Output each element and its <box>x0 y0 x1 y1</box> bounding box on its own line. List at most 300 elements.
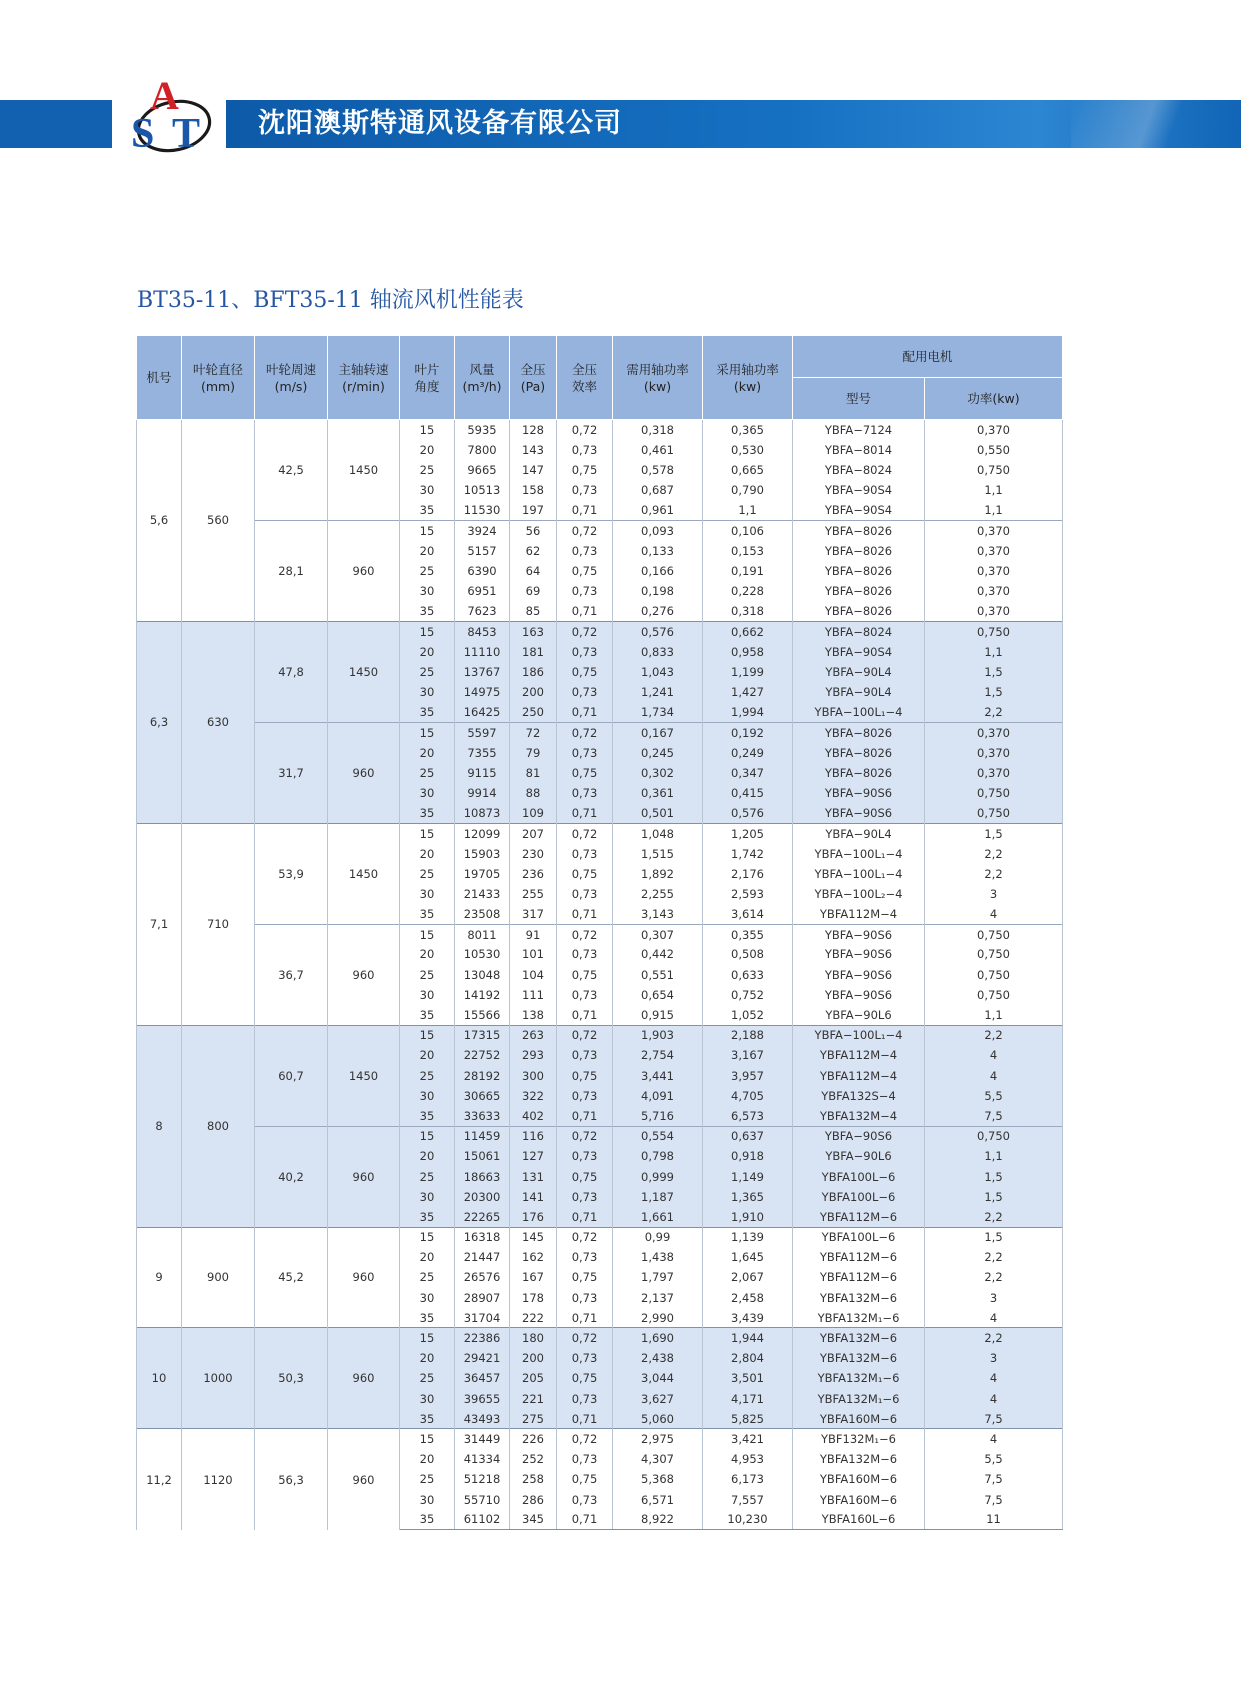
cell-total-pressure: 286 <box>510 1489 557 1509</box>
cell-motor-power: 4 <box>925 1045 1063 1065</box>
cell-total-pressure: 147 <box>510 460 557 480</box>
cell-efficiency: 0,75 <box>557 1066 613 1086</box>
cell-fan-no: 8 <box>137 1025 182 1227</box>
cell-motor-model: YBFA−90L6 <box>793 1146 925 1166</box>
cell-motor-power: 11 <box>925 1510 1063 1530</box>
cell-blade-angle: 20 <box>400 743 455 763</box>
cell-total-pressure: 127 <box>510 1146 557 1166</box>
cell-efficiency: 0,73 <box>557 743 613 763</box>
cell-efficiency: 0,71 <box>557 1308 613 1328</box>
cell-total-pressure: 62 <box>510 541 557 561</box>
cell-motor-power: 5,5 <box>925 1086 1063 1106</box>
cell-total-pressure: 64 <box>510 561 557 581</box>
table-row <box>137 420 1063 440</box>
cell-adopted-power: 3,421 <box>703 1429 793 1449</box>
cell-adopted-power: 3,167 <box>703 1045 793 1065</box>
header-motor-model: 型号 <box>793 378 925 420</box>
cell-motor-power: 4 <box>925 904 1063 924</box>
cell-blade-angle: 35 <box>400 1106 455 1126</box>
cell-required-power: 2,754 <box>613 1045 703 1065</box>
cell-blade-angle: 25 <box>400 561 455 581</box>
cell-airflow: 12099 <box>455 823 510 843</box>
cell-blade-angle: 25 <box>400 965 455 985</box>
cell-airflow: 29421 <box>455 1348 510 1368</box>
table-row <box>137 1429 1063 1449</box>
cell-total-pressure: 104 <box>510 965 557 985</box>
cell-airflow: 5157 <box>455 541 510 561</box>
cell-impeller-diameter: 900 <box>182 1227 255 1328</box>
cell-blade-angle: 35 <box>400 1409 455 1429</box>
cell-efficiency: 0,71 <box>557 803 613 823</box>
cell-motor-model: YBFA132S−4 <box>793 1086 925 1106</box>
cell-efficiency: 0,71 <box>557 601 613 621</box>
cell-adopted-power: 0,665 <box>703 460 793 480</box>
cell-motor-power: 0,750 <box>925 803 1063 823</box>
cell-required-power: 0,442 <box>613 944 703 964</box>
table-row <box>137 722 1063 742</box>
cell-tip-speed: 45,2 <box>255 1227 328 1328</box>
header-motor-power: 功率(kw) <box>925 378 1063 420</box>
cell-required-power: 0,501 <box>613 803 703 823</box>
cell-adopted-power: 2,176 <box>703 864 793 884</box>
cell-motor-power: 3 <box>925 1288 1063 1308</box>
cell-motor-model: YBFA132M₁−6 <box>793 1389 925 1409</box>
cell-efficiency: 0,75 <box>557 864 613 884</box>
cell-total-pressure: 250 <box>510 702 557 722</box>
cell-airflow: 55710 <box>455 1489 510 1509</box>
cell-required-power: 1,892 <box>613 864 703 884</box>
cell-total-pressure: 322 <box>510 1086 557 1106</box>
cell-efficiency: 0,73 <box>557 1389 613 1409</box>
cell-adopted-power: 0,415 <box>703 783 793 803</box>
cell-motor-model: YBFA−90S6 <box>793 985 925 1005</box>
cell-required-power: 0,307 <box>613 924 703 944</box>
cell-total-pressure: 222 <box>510 1308 557 1328</box>
cell-airflow: 22752 <box>455 1045 510 1065</box>
cell-blade-angle: 15 <box>400 1025 455 1045</box>
cell-airflow: 41334 <box>455 1449 510 1469</box>
cell-required-power: 5,716 <box>613 1106 703 1126</box>
cell-required-power: 0,361 <box>613 783 703 803</box>
cell-motor-model: YBFA160M−6 <box>793 1409 925 1429</box>
cell-airflow: 10513 <box>455 480 510 500</box>
cell-blade-angle: 20 <box>400 1146 455 1166</box>
cell-motor-model: YBFA−90S6 <box>793 1126 925 1146</box>
cell-airflow: 15566 <box>455 1005 510 1025</box>
cell-total-pressure: 230 <box>510 843 557 863</box>
cell-adopted-power: 0,249 <box>703 743 793 763</box>
cell-adopted-power: 0,228 <box>703 581 793 601</box>
table-row <box>137 1126 1063 1146</box>
cell-airflow: 14975 <box>455 682 510 702</box>
cell-total-pressure: 111 <box>510 985 557 1005</box>
cell-airflow: 21447 <box>455 1247 510 1267</box>
cell-adopted-power: 1,139 <box>703 1227 793 1247</box>
cell-required-power: 1,043 <box>613 662 703 682</box>
cell-total-pressure: 145 <box>510 1227 557 1247</box>
cell-required-power: 0,093 <box>613 520 703 540</box>
cell-tip-speed: 50,3 <box>255 1328 328 1429</box>
cell-airflow: 31449 <box>455 1429 510 1449</box>
cell-total-pressure: 79 <box>510 743 557 763</box>
cell-required-power: 0,999 <box>613 1166 703 1186</box>
cell-blade-angle: 35 <box>400 803 455 823</box>
cell-airflow: 3924 <box>455 520 510 540</box>
cell-airflow: 6951 <box>455 581 510 601</box>
cell-motor-model: YBFA112M−4 <box>793 1066 925 1086</box>
header-efficiency: 全压 效率 <box>557 336 613 420</box>
cell-efficiency: 0,72 <box>557 823 613 843</box>
cell-blade-angle: 20 <box>400 642 455 662</box>
cell-total-pressure: 345 <box>510 1510 557 1530</box>
cell-tip-speed: 28,1 <box>255 520 328 621</box>
cell-motor-power: 1,5 <box>925 823 1063 843</box>
cell-shaft-speed: 960 <box>328 1126 400 1227</box>
cell-efficiency: 0,71 <box>557 702 613 722</box>
cell-efficiency: 0,71 <box>557 1409 613 1429</box>
cell-airflow: 6390 <box>455 561 510 581</box>
cell-tip-speed: 60,7 <box>255 1025 328 1126</box>
cell-required-power: 3,627 <box>613 1389 703 1409</box>
cell-airflow: 18663 <box>455 1166 510 1186</box>
cell-airflow: 11110 <box>455 642 510 662</box>
cell-required-power: 6,571 <box>613 1489 703 1509</box>
cell-blade-angle: 15 <box>400 924 455 944</box>
header-required-power: 需用轴功率 (kw) <box>613 336 703 420</box>
cell-blade-angle: 35 <box>400 1005 455 1025</box>
cell-adopted-power: 0,347 <box>703 763 793 783</box>
cell-blade-angle: 30 <box>400 1187 455 1207</box>
cell-motor-model: YBFA112M−6 <box>793 1247 925 1267</box>
cell-motor-model: YBFA112M−6 <box>793 1207 925 1227</box>
cell-airflow: 13048 <box>455 965 510 985</box>
cell-adopted-power: 0,508 <box>703 944 793 964</box>
cell-airflow: 10530 <box>455 944 510 964</box>
cell-motor-power: 7,5 <box>925 1106 1063 1126</box>
cell-total-pressure: 81 <box>510 763 557 783</box>
cell-required-power: 0,798 <box>613 1146 703 1166</box>
cell-adopted-power: 0,355 <box>703 924 793 944</box>
cell-total-pressure: 317 <box>510 904 557 924</box>
cell-total-pressure: 252 <box>510 1449 557 1469</box>
cell-motor-power: 0,370 <box>925 420 1063 440</box>
cell-tip-speed: 53,9 <box>255 823 328 924</box>
cell-airflow: 22265 <box>455 1207 510 1227</box>
cell-blade-angle: 30 <box>400 783 455 803</box>
cell-airflow: 36457 <box>455 1368 510 1388</box>
cell-motor-model: YBFA160M−6 <box>793 1489 925 1509</box>
cell-adopted-power: 7,557 <box>703 1489 793 1509</box>
cell-fan-no: 11,2 <box>137 1429 182 1530</box>
cell-airflow: 5597 <box>455 722 510 742</box>
cell-blade-angle: 15 <box>400 621 455 641</box>
cell-motor-model: YBFA132M−4 <box>793 1106 925 1126</box>
cell-motor-model: YBFA132M−6 <box>793 1288 925 1308</box>
cell-fan-no: 6,3 <box>137 621 182 823</box>
cell-airflow: 5935 <box>455 420 510 440</box>
cell-tip-speed: 36,7 <box>255 924 328 1025</box>
cell-adopted-power: 4,705 <box>703 1086 793 1106</box>
cell-required-power: 8,922 <box>613 1510 703 1530</box>
cell-blade-angle: 15 <box>400 1227 455 1247</box>
cell-required-power: 2,975 <box>613 1429 703 1449</box>
cell-adopted-power: 1,742 <box>703 843 793 863</box>
cell-airflow: 51218 <box>455 1469 510 1489</box>
cell-adopted-power: 1,365 <box>703 1187 793 1207</box>
table-row <box>137 1328 1063 1348</box>
cell-fan-no: 5,6 <box>137 420 182 622</box>
cell-efficiency: 0,73 <box>557 1086 613 1106</box>
cell-adopted-power: 0,752 <box>703 985 793 1005</box>
cell-total-pressure: 200 <box>510 682 557 702</box>
cell-motor-model: YBFA−90S6 <box>793 965 925 985</box>
cell-required-power: 3,143 <box>613 904 703 924</box>
header-fan-no: 机号 <box>137 336 182 420</box>
company-name: 沈阳澳斯特通风设备有限公司 <box>258 108 622 139</box>
cell-motor-power: 7,5 <box>925 1489 1063 1509</box>
cell-blade-angle: 25 <box>400 1469 455 1489</box>
cell-motor-power: 0,370 <box>925 743 1063 763</box>
cell-blade-angle: 35 <box>400 1207 455 1227</box>
cell-total-pressure: 72 <box>510 722 557 742</box>
cell-adopted-power: 3,439 <box>703 1308 793 1328</box>
cell-efficiency: 0,73 <box>557 682 613 702</box>
cell-motor-power: 4 <box>925 1066 1063 1086</box>
cell-efficiency: 0,73 <box>557 783 613 803</box>
cell-motor-power: 0,370 <box>925 722 1063 742</box>
cell-total-pressure: 207 <box>510 823 557 843</box>
cell-efficiency: 0,73 <box>557 1288 613 1308</box>
cell-airflow: 16318 <box>455 1227 510 1247</box>
cell-tip-speed: 47,8 <box>255 621 328 722</box>
cell-efficiency: 0,71 <box>557 1207 613 1227</box>
cell-required-power: 1,903 <box>613 1025 703 1045</box>
cell-shaft-speed: 960 <box>328 520 400 621</box>
cell-blade-angle: 30 <box>400 1489 455 1509</box>
cell-motor-power: 2,2 <box>925 864 1063 884</box>
cell-adopted-power: 0,192 <box>703 722 793 742</box>
cell-total-pressure: 300 <box>510 1066 557 1086</box>
cell-efficiency: 0,73 <box>557 985 613 1005</box>
cell-motor-model: YBFA−8024 <box>793 621 925 641</box>
cell-blade-angle: 30 <box>400 581 455 601</box>
cell-total-pressure: 162 <box>510 1247 557 1267</box>
cell-motor-model: YBFA−90S4 <box>793 480 925 500</box>
cell-adopted-power: 0,637 <box>703 1126 793 1146</box>
cell-motor-power: 3 <box>925 1348 1063 1368</box>
cell-efficiency: 0,73 <box>557 1045 613 1065</box>
cell-blade-angle: 30 <box>400 884 455 904</box>
cell-required-power: 0,961 <box>613 500 703 520</box>
cell-motor-power: 1,5 <box>925 662 1063 682</box>
cell-motor-power: 4 <box>925 1429 1063 1449</box>
cell-adopted-power: 5,825 <box>703 1409 793 1429</box>
cell-total-pressure: 180 <box>510 1328 557 1348</box>
table-row <box>137 621 1063 641</box>
cell-motor-model: YBFA100L−6 <box>793 1166 925 1186</box>
cell-adopted-power: 2,593 <box>703 884 793 904</box>
cell-motor-model: YBFA−90S6 <box>793 783 925 803</box>
cell-blade-angle: 30 <box>400 1389 455 1409</box>
cell-efficiency: 0,75 <box>557 460 613 480</box>
cell-blade-angle: 30 <box>400 985 455 1005</box>
cell-efficiency: 0,72 <box>557 520 613 540</box>
cell-adopted-power: 2,067 <box>703 1267 793 1287</box>
cell-blade-angle: 25 <box>400 864 455 884</box>
cell-airflow: 31704 <box>455 1308 510 1328</box>
cell-total-pressure: 186 <box>510 662 557 682</box>
cell-motor-model: YBFA132M−6 <box>793 1348 925 1368</box>
cell-total-pressure: 205 <box>510 1368 557 1388</box>
cell-blade-angle: 25 <box>400 1066 455 1086</box>
cell-efficiency: 0,73 <box>557 541 613 561</box>
cell-total-pressure: 131 <box>510 1166 557 1186</box>
cell-adopted-power: 0,576 <box>703 803 793 823</box>
cell-shaft-speed: 960 <box>328 1227 400 1328</box>
cell-required-power: 4,307 <box>613 1449 703 1469</box>
cell-blade-angle: 30 <box>400 480 455 500</box>
cell-motor-model: YBFA−90L4 <box>793 823 925 843</box>
cell-motor-model: YBFA−8026 <box>793 561 925 581</box>
table-row <box>137 520 1063 540</box>
cell-motor-power: 0,750 <box>925 944 1063 964</box>
cell-motor-power: 1,5 <box>925 1166 1063 1186</box>
cell-motor-power: 0,750 <box>925 460 1063 480</box>
cell-motor-power: 1,1 <box>925 1005 1063 1025</box>
cell-tip-speed: 31,7 <box>255 722 328 823</box>
cell-motor-power: 0,750 <box>925 965 1063 985</box>
cell-motor-power: 1,1 <box>925 1146 1063 1166</box>
cell-shaft-speed: 1450 <box>328 1025 400 1126</box>
cell-shaft-speed: 1450 <box>328 621 400 722</box>
cell-efficiency: 0,75 <box>557 763 613 783</box>
cell-airflow: 30665 <box>455 1086 510 1106</box>
cell-blade-angle: 35 <box>400 1510 455 1530</box>
cell-required-power: 1,515 <box>613 843 703 863</box>
cell-blade-angle: 20 <box>400 843 455 863</box>
cell-motor-model: YBFA100L−6 <box>793 1187 925 1207</box>
cell-required-power: 1,048 <box>613 823 703 843</box>
cell-adopted-power: 3,957 <box>703 1066 793 1086</box>
cell-motor-model: YBFA−100L₁−4 <box>793 864 925 884</box>
cell-airflow: 15061 <box>455 1146 510 1166</box>
cell-efficiency: 0,75 <box>557 1267 613 1287</box>
cell-blade-angle: 35 <box>400 702 455 722</box>
cell-required-power: 2,990 <box>613 1308 703 1328</box>
cell-motor-power: 0,750 <box>925 621 1063 641</box>
cell-airflow: 8011 <box>455 924 510 944</box>
cell-efficiency: 0,72 <box>557 420 613 440</box>
cell-total-pressure: 181 <box>510 642 557 662</box>
cell-required-power: 0,554 <box>613 1126 703 1146</box>
cell-adopted-power: 2,804 <box>703 1348 793 1368</box>
cell-motor-power: 0,370 <box>925 561 1063 581</box>
cell-blade-angle: 30 <box>400 682 455 702</box>
cell-total-pressure: 158 <box>510 480 557 500</box>
cell-motor-power: 0,370 <box>925 763 1063 783</box>
cell-total-pressure: 236 <box>510 864 557 884</box>
cell-efficiency: 0,73 <box>557 1146 613 1166</box>
cell-blade-angle: 20 <box>400 1348 455 1368</box>
cell-adopted-power: 0,530 <box>703 440 793 460</box>
company-logo <box>128 76 228 168</box>
cell-required-power: 0,833 <box>613 642 703 662</box>
cell-adopted-power: 3,501 <box>703 1368 793 1388</box>
cell-motor-power: 5,5 <box>925 1449 1063 1469</box>
cell-adopted-power: 0,918 <box>703 1146 793 1166</box>
cell-adopted-power: 0,318 <box>703 601 793 621</box>
cell-total-pressure: 255 <box>510 884 557 904</box>
svg-text:S: S <box>131 111 155 157</box>
cell-efficiency: 0,72 <box>557 1328 613 1348</box>
cell-fan-no: 10 <box>137 1328 182 1429</box>
cell-total-pressure: 116 <box>510 1126 557 1146</box>
cell-motor-model: YBFA−90L4 <box>793 662 925 682</box>
cell-motor-model: YBFA132M−6 <box>793 1328 925 1348</box>
cell-total-pressure: 402 <box>510 1106 557 1126</box>
cell-motor-model: YBFA−8026 <box>793 743 925 763</box>
cell-required-power: 0,578 <box>613 460 703 480</box>
cell-motor-power: 1,1 <box>925 500 1063 520</box>
cell-adopted-power: 1,205 <box>703 823 793 843</box>
cell-motor-model: YBFA−7124 <box>793 420 925 440</box>
cell-blade-angle: 25 <box>400 662 455 682</box>
cell-adopted-power: 2,458 <box>703 1288 793 1308</box>
cell-shaft-speed: 1450 <box>328 823 400 924</box>
cell-efficiency: 0,73 <box>557 440 613 460</box>
cell-efficiency: 0,72 <box>557 1025 613 1045</box>
cell-impeller-diameter: 1000 <box>182 1328 255 1429</box>
cell-total-pressure: 258 <box>510 1469 557 1489</box>
header-adopted-power: 采用轴功率 (kw) <box>703 336 793 420</box>
cell-efficiency: 0,73 <box>557 1187 613 1207</box>
cell-required-power: 0,551 <box>613 965 703 985</box>
cell-motor-power: 2,2 <box>925 843 1063 863</box>
cell-tip-speed: 56,3 <box>255 1429 328 1530</box>
cell-required-power: 0,245 <box>613 743 703 763</box>
cell-efficiency: 0,75 <box>557 561 613 581</box>
cell-required-power: 2,137 <box>613 1288 703 1308</box>
cell-motor-model: YBFA−90S6 <box>793 924 925 944</box>
performance-table <box>136 335 1063 1530</box>
cell-airflow: 7800 <box>455 440 510 460</box>
cell-blade-angle: 20 <box>400 1247 455 1267</box>
cell-airflow: 28192 <box>455 1066 510 1086</box>
cell-efficiency: 0,73 <box>557 1489 613 1509</box>
cell-total-pressure: 91 <box>510 924 557 944</box>
cell-blade-angle: 25 <box>400 1368 455 1388</box>
table-row <box>137 1227 1063 1247</box>
cell-required-power: 1,734 <box>613 702 703 722</box>
cell-motor-power: 2,2 <box>925 1267 1063 1287</box>
cell-blade-angle: 15 <box>400 722 455 742</box>
cell-airflow: 11459 <box>455 1126 510 1146</box>
cell-airflow: 21433 <box>455 884 510 904</box>
cell-adopted-power: 1,052 <box>703 1005 793 1025</box>
cell-airflow: 61102 <box>455 1510 510 1530</box>
cell-motor-power: 0,370 <box>925 520 1063 540</box>
cell-motor-power: 4 <box>925 1389 1063 1409</box>
cell-motor-model: YBFA−90S6 <box>793 944 925 964</box>
cell-motor-model: YBFA−8026 <box>793 763 925 783</box>
cell-required-power: 1,797 <box>613 1267 703 1287</box>
cell-required-power: 5,368 <box>613 1469 703 1489</box>
cell-motor-model: YBFA−8026 <box>793 541 925 561</box>
cell-impeller-diameter: 560 <box>182 420 255 622</box>
cell-motor-model: YBFA−90S6 <box>793 803 925 823</box>
cell-adopted-power: 6,573 <box>703 1106 793 1126</box>
cell-motor-power: 0,750 <box>925 783 1063 803</box>
